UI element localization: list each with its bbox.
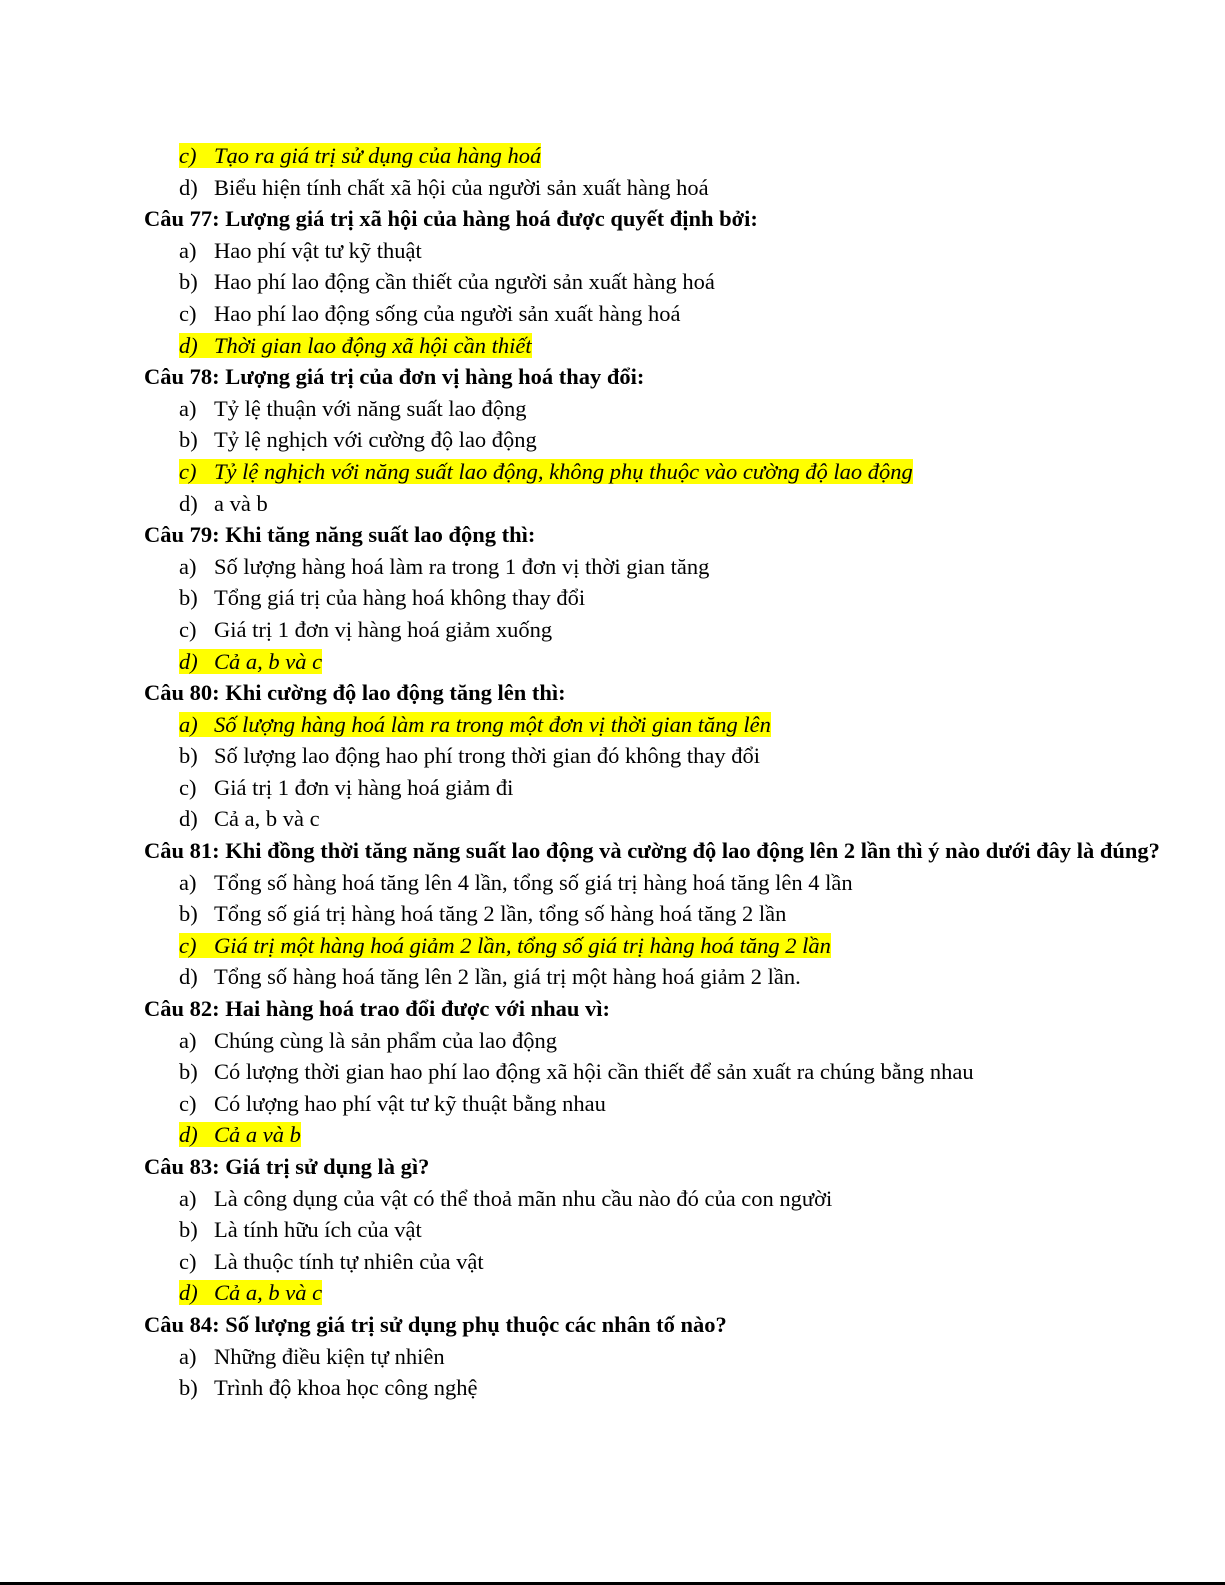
option-letter: d)	[179, 806, 198, 832]
option-text: Số lượng lao động hao phí trong thời gian đó không thay đổi	[214, 743, 760, 769]
option-content	[179, 333, 532, 358]
option-text: Cả a, b và c	[214, 648, 323, 674]
option-content	[179, 1375, 478, 1400]
option-text: Tạo ra giá trị sử dụng của hàng hoá	[214, 143, 542, 168]
option-content	[179, 1028, 557, 1053]
option-letter: c)	[179, 458, 197, 484]
option-content	[179, 459, 913, 484]
option-letter: b)	[179, 427, 198, 453]
option-content	[179, 617, 552, 642]
option-text: Những điều kiện tự nhiên	[214, 1343, 445, 1369]
option-letter: a)	[179, 1185, 197, 1211]
option-content	[179, 301, 681, 326]
answer-option	[144, 1056, 1184, 1088]
option-letter: b)	[179, 269, 198, 295]
option-text: Chúng cùng là sản phẩm của lao động	[214, 1027, 558, 1053]
option-text: Là thuộc tính tự nhiên của vật	[214, 1248, 484, 1274]
answer-option	[144, 1183, 1184, 1215]
option-letter: d)	[179, 1122, 198, 1148]
answer-option-highlighted	[144, 330, 1184, 362]
answer-option	[144, 551, 1184, 583]
option-content	[179, 585, 585, 610]
option-letter: a)	[179, 1027, 197, 1053]
answer-option	[144, 298, 1184, 330]
answer-option	[144, 1372, 1184, 1404]
option-letter: a)	[179, 553, 197, 579]
option-content	[179, 649, 322, 674]
question-heading: Câu 80: Khi cường độ lao động tăng lên thì:	[144, 680, 566, 706]
option-content	[179, 1249, 484, 1274]
option-text: Số lượng hàng hoá làm ra trong 1 đơn vị thời gian tăng	[214, 553, 710, 579]
answer-option	[144, 867, 1184, 899]
option-letter: d)	[179, 174, 198, 200]
answer-option-highlighted	[144, 456, 1184, 488]
option-text: Tỷ lệ nghịch với cường độ lao động	[214, 427, 537, 453]
option-content	[179, 269, 715, 294]
option-letter: c)	[179, 143, 197, 168]
option-content	[179, 775, 513, 800]
answer-option	[144, 393, 1184, 425]
option-text: Tỷ lệ thuận với năng suất lao động	[214, 395, 527, 421]
answer-option	[144, 582, 1184, 614]
option-letter: b)	[179, 1375, 198, 1401]
option-content	[179, 870, 853, 895]
answer-option	[144, 614, 1184, 646]
answer-option	[144, 961, 1184, 993]
option-content	[179, 901, 786, 926]
option-text: Hao phí lao động sống của người sản xuất hàng hoá	[214, 300, 681, 326]
option-text: Giá trị 1 đơn vị hàng hoá giảm xuống	[214, 616, 553, 642]
answer-option	[144, 424, 1184, 456]
answer-option-highlighted	[144, 1277, 1184, 1309]
answer-option	[144, 740, 1184, 772]
option-content	[179, 143, 541, 168]
option-letter: b)	[179, 1059, 198, 1085]
option-content	[179, 1059, 974, 1084]
option-letter: d)	[179, 490, 198, 516]
question-heading: Câu 83: Giá trị sử dụng là gì?	[144, 1154, 430, 1179]
option-letter: c)	[179, 1248, 197, 1274]
question-heading: Câu 79: Khi tăng năng suất lao động thì:	[144, 522, 536, 548]
option-text: Tổng giá trị của hàng hoá không thay đổi	[214, 585, 586, 611]
option-letter: b)	[179, 743, 198, 769]
option-letter: b)	[179, 1217, 198, 1243]
option-content	[179, 1091, 606, 1116]
option-content	[179, 1122, 301, 1147]
option-text: Cả a, b và c	[214, 806, 320, 832]
answer-option	[144, 772, 1184, 804]
answer-option	[144, 266, 1184, 298]
option-text: Trình độ khoa học công nghệ	[214, 1375, 478, 1401]
option-content	[179, 933, 831, 958]
option-content	[179, 396, 526, 421]
option-text: Số lượng hàng hoá làm ra trong một đơn vị thời gian tăng lên	[214, 711, 771, 737]
option-text: Hao phí lao động cần thiết của người sản xuất hàng hoá	[214, 269, 715, 295]
option-content	[179, 712, 771, 737]
option-content	[179, 1344, 445, 1369]
option-letter: c)	[179, 616, 197, 642]
option-letter: c)	[179, 1090, 197, 1116]
option-text: Có lượng hao phí vật tư kỹ thuật bằng nhau	[214, 1090, 606, 1116]
answer-option-highlighted	[144, 140, 1184, 172]
option-letter: c)	[179, 932, 197, 958]
answer-option	[144, 1214, 1184, 1246]
option-letter: b)	[179, 901, 198, 927]
option-text: Tỷ lệ nghịch với năng suất lao động, không phụ thuộc vào cường độ lao động	[214, 458, 913, 484]
option-text: Tổng số hàng hoá tăng lên 4 lần, tổng số giá trị hàng hoá tăng lên 4 lần	[214, 869, 853, 895]
option-text: Tổng số hàng hoá tăng lên 2 lần, giá trị một hàng hoá giảm 2 lần.	[214, 964, 801, 990]
option-letter: a)	[179, 237, 197, 263]
option-text: Hao phí vật tư kỹ thuật	[214, 237, 422, 263]
option-letter: d)	[179, 648, 198, 674]
question-heading: Câu 81: Khi đồng thời tăng năng suất lao động và cường độ lao động lên 2 lần thì ý nào dưới đây là đúng?	[144, 838, 1160, 864]
answer-option	[144, 235, 1184, 267]
option-content	[179, 175, 709, 200]
option-content	[179, 806, 320, 831]
option-text: Tổng số giá trị hàng hoá tăng 2 lần, tổng số hàng hoá tăng 2 lần	[214, 901, 787, 927]
option-letter: c)	[179, 774, 197, 800]
option-letter: d)	[179, 964, 198, 990]
answer-option	[144, 803, 1184, 835]
option-text: a và b	[214, 490, 268, 516]
answer-option	[144, 1246, 1184, 1278]
option-text: Là công dụng của vật có thể thoả mãn nhu cầu nào đó của con người	[214, 1185, 833, 1211]
option-text: Giá trị một hàng hoá giảm 2 lần, tổng số giá trị hàng hoá tăng 2 lần	[214, 932, 831, 958]
option-letter: d)	[179, 1280, 198, 1306]
option-content	[179, 1280, 322, 1305]
answer-option-highlighted	[144, 930, 1184, 962]
answer-option-highlighted	[144, 646, 1184, 678]
option-letter: a)	[179, 1343, 197, 1369]
option-content	[179, 1217, 422, 1242]
answer-option-highlighted	[144, 1119, 1184, 1151]
option-content	[179, 554, 709, 579]
answer-option-highlighted	[144, 709, 1184, 741]
option-letter: d)	[179, 332, 198, 358]
question-heading: Câu 78: Lượng giá trị của đơn vị hàng hoá thay đổi:	[144, 364, 645, 390]
document-body	[144, 140, 1184, 1404]
option-text: Thời gian lao động xã hội cần thiết	[214, 332, 532, 358]
answer-option	[144, 488, 1184, 520]
option-content	[179, 238, 422, 263]
option-text: Có lượng thời gian hao phí lao động xã hội cần thiết để sản xuất ra chúng bằng nhau	[214, 1059, 974, 1085]
option-text: Cả a, b và c	[214, 1280, 323, 1306]
option-content	[179, 1186, 832, 1211]
option-content	[179, 964, 801, 989]
answer-option	[144, 1025, 1184, 1057]
option-text: Biểu hiện tính chất xã hội của người sản xuất hàng hoá	[214, 174, 709, 200]
question-heading: Câu 82: Hai hàng hoá trao đổi được với nhau vì:	[144, 996, 610, 1022]
option-letter: a)	[179, 869, 197, 895]
option-text: Cả a và b	[214, 1122, 301, 1148]
option-letter: b)	[179, 585, 198, 611]
question-heading: Câu 77: Lượng giá trị xã hội của hàng hoá được quyết định bởi:	[144, 206, 758, 232]
option-content	[179, 427, 537, 452]
answer-option	[144, 1088, 1184, 1120]
option-content	[179, 491, 268, 516]
question-heading: Câu 84: Số lượng giá trị sử dụng phụ thuộc các nhân tố nào?	[144, 1311, 727, 1337]
answer-option	[144, 172, 1184, 204]
option-content	[179, 743, 760, 768]
option-text: Là tính hữu ích của vật	[214, 1217, 422, 1243]
answer-option	[144, 898, 1184, 930]
option-letter: c)	[179, 300, 197, 326]
option-letter: a)	[179, 395, 197, 421]
option-text: Giá trị 1 đơn vị hàng hoá giảm đi	[214, 774, 514, 800]
answer-option	[144, 1341, 1184, 1373]
option-letter: a)	[179, 711, 198, 737]
